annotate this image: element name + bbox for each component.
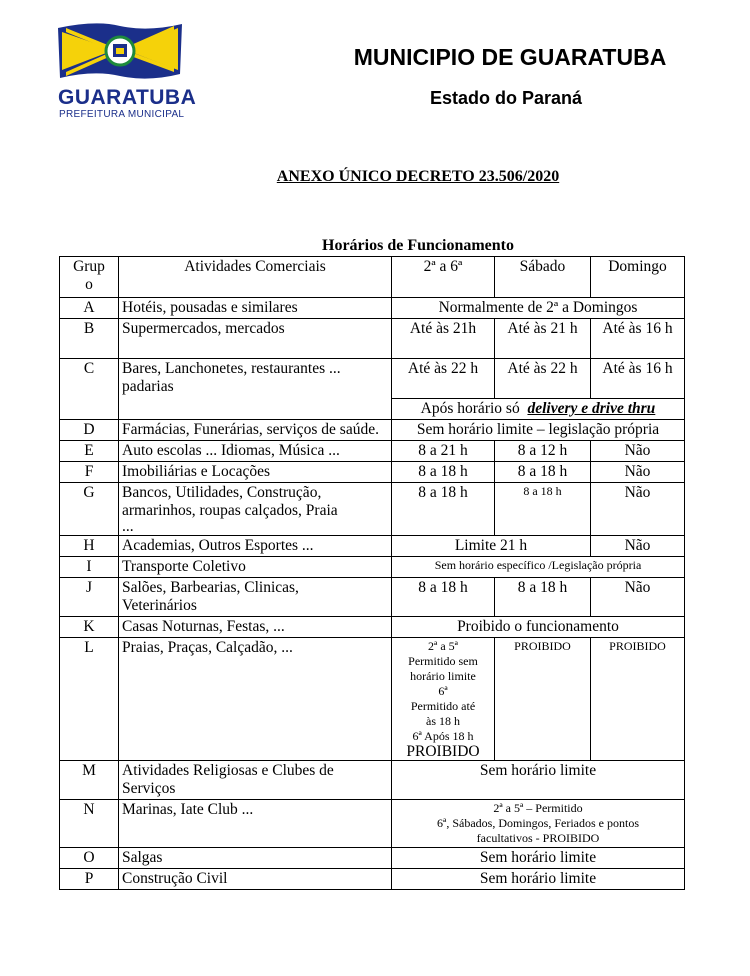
sunday-cell: Até às 16 h: [591, 359, 685, 399]
group-code: G: [60, 483, 119, 536]
activity-cell: Construção Civil: [119, 869, 392, 890]
table-row: [60, 536, 685, 557]
activity-cell: Auto escolas ... Idiomas, Música ...: [119, 441, 392, 462]
hours-cell: Normalmente de 2ª a Domingos: [392, 298, 685, 319]
group-code: H: [60, 536, 119, 557]
saturday-cell: 8 a 12 h: [495, 441, 591, 462]
group-code: A: [60, 298, 119, 319]
activity-cell: Farmácias, Funerárias, serviços de saúde.: [119, 420, 392, 441]
header-group: Grup o: [60, 257, 119, 298]
sunday-cell: Não: [591, 441, 685, 462]
group-code: P: [60, 869, 119, 890]
saturday-cell: 8 a 18 h: [495, 578, 591, 617]
sunday-cell: PROIBIDO: [591, 638, 685, 761]
table-row: [60, 420, 685, 441]
sunday-cell: Até às 16 h: [591, 319, 685, 359]
logo-name: GUARATUBA: [58, 86, 197, 109]
activity-cell: Atividades Religiosas e Clubes de Serviços: [119, 761, 392, 800]
annex-title: ANEXO ÚNICO DECRETO 23.506/2020: [276, 168, 560, 185]
weekdays-cell: 8 a 21 h: [392, 441, 495, 462]
group-code: B: [60, 319, 119, 359]
saturday-cell: 8 a 18 h: [495, 462, 591, 483]
logo-subtitle: PREFEITURA MUNICIPAL: [59, 109, 185, 120]
table-row: [60, 462, 685, 483]
activity-cell: Salões, Barbearias, Clinicas, Veterinários: [119, 578, 392, 617]
table-caption: Horários de Funcionamento: [322, 237, 514, 254]
header-saturday: Sábado: [495, 257, 591, 298]
activity-cell: Praias, Praças, Calçadão, ...: [119, 638, 392, 761]
weekdays-cell: 2ª a 5ª Permitido sem horário limite 6ª Permitido até às 18 h 6ª Após 18 h PROIBIDO: [392, 638, 495, 761]
activity-cell: Bancos, Utilidades, Construção, armarinhos, roupas calçados, Praia ...: [119, 483, 392, 536]
activity-cell: Marinas, Iate Club ...: [119, 800, 392, 848]
weekdays-cell: 8 a 18 h: [392, 462, 495, 483]
group-code: J: [60, 578, 119, 617]
sunday-cell: Não: [591, 462, 685, 483]
table-header-row: [60, 257, 685, 298]
table-row: [60, 319, 685, 359]
group-code: K: [60, 617, 119, 638]
table-row: [60, 557, 685, 578]
group-code: L: [60, 638, 119, 761]
table-row: [60, 483, 685, 536]
activity-cell: Hotéis, pousadas e similares: [119, 298, 392, 319]
hours-cell: Sem horário limite: [392, 869, 685, 890]
hours-cell: Sem horário limite – legislação própria: [392, 420, 685, 441]
hours-cell: 2ª a 5ª – Permitido 6ª, Sábados, Domingos, Feriados e pontos facultativos - PROIBIDO: [392, 800, 685, 848]
hours-cell: Sem horário limite: [392, 848, 685, 869]
group-code: E: [60, 441, 119, 462]
header-activities: Atividades Comerciais: [119, 257, 392, 298]
weekdays-cell: 8 a 18 h: [392, 578, 495, 617]
municipality-title: MUNICIPIO DE GUARATUBA: [353, 44, 667, 70]
table-row: [60, 617, 685, 638]
activity-cell: Academias, Outros Esportes ...: [119, 536, 392, 557]
table-row: [60, 298, 685, 319]
saturday-cell: Até às 21 h: [495, 319, 591, 359]
state-subtitle: Estado do Paraná: [429, 88, 583, 108]
table-row: [60, 800, 685, 848]
sunday-cell: Não: [591, 483, 685, 536]
after-hours-cell: Após horário só delivery e drive thru: [392, 399, 685, 420]
saturday-cell: 8 a 18 h: [495, 483, 591, 536]
hours-cell: Sem horário específico /Legislação própria: [392, 557, 685, 578]
table-row: [60, 638, 685, 761]
operating-hours-table: [59, 256, 685, 890]
activity-cell: Supermercados, mercados: [119, 319, 392, 359]
table-row: [60, 761, 685, 800]
weekdays-cell: 8 a 18 h: [392, 483, 495, 536]
group-code: F: [60, 462, 119, 483]
delivery-note: delivery e drive thru: [527, 400, 656, 417]
activity-cell: Transporte Coletivo: [119, 557, 392, 578]
group-code: C: [60, 359, 119, 420]
header-weekdays: 2ª a 6ª: [392, 257, 495, 298]
activity-cell: Bares, Lanchonetes, restaurantes ... padarias: [119, 359, 392, 420]
table-row: [60, 848, 685, 869]
group-code: N: [60, 800, 119, 848]
group-code: D: [60, 420, 119, 441]
weekdays-saturday-cell: Limite 21 h: [392, 536, 591, 557]
activity-cell: Casas Noturnas, Festas, ...: [119, 617, 392, 638]
activity-cell: Salgas: [119, 848, 392, 869]
table-row: [60, 359, 685, 399]
sunday-cell: Não: [591, 578, 685, 617]
table-row: [60, 578, 685, 617]
saturday-cell: PROIBIDO: [495, 638, 591, 761]
sunday-cell: Não: [591, 536, 685, 557]
weekdays-cell: Até às 21h: [392, 319, 495, 359]
table-row: [60, 869, 685, 890]
hours-cell: Proibido o funcionamento: [392, 617, 685, 638]
table-row: [60, 441, 685, 462]
group-code: M: [60, 761, 119, 800]
weekdays-cell: Até às 22 h: [392, 359, 495, 399]
header-sunday: Domingo: [591, 257, 685, 298]
activity-cell: Imobiliárias e Locações: [119, 462, 392, 483]
group-code: O: [60, 848, 119, 869]
hours-cell: Sem horário limite: [392, 761, 685, 800]
group-code: I: [60, 557, 119, 578]
saturday-cell: Até às 22 h: [495, 359, 591, 399]
